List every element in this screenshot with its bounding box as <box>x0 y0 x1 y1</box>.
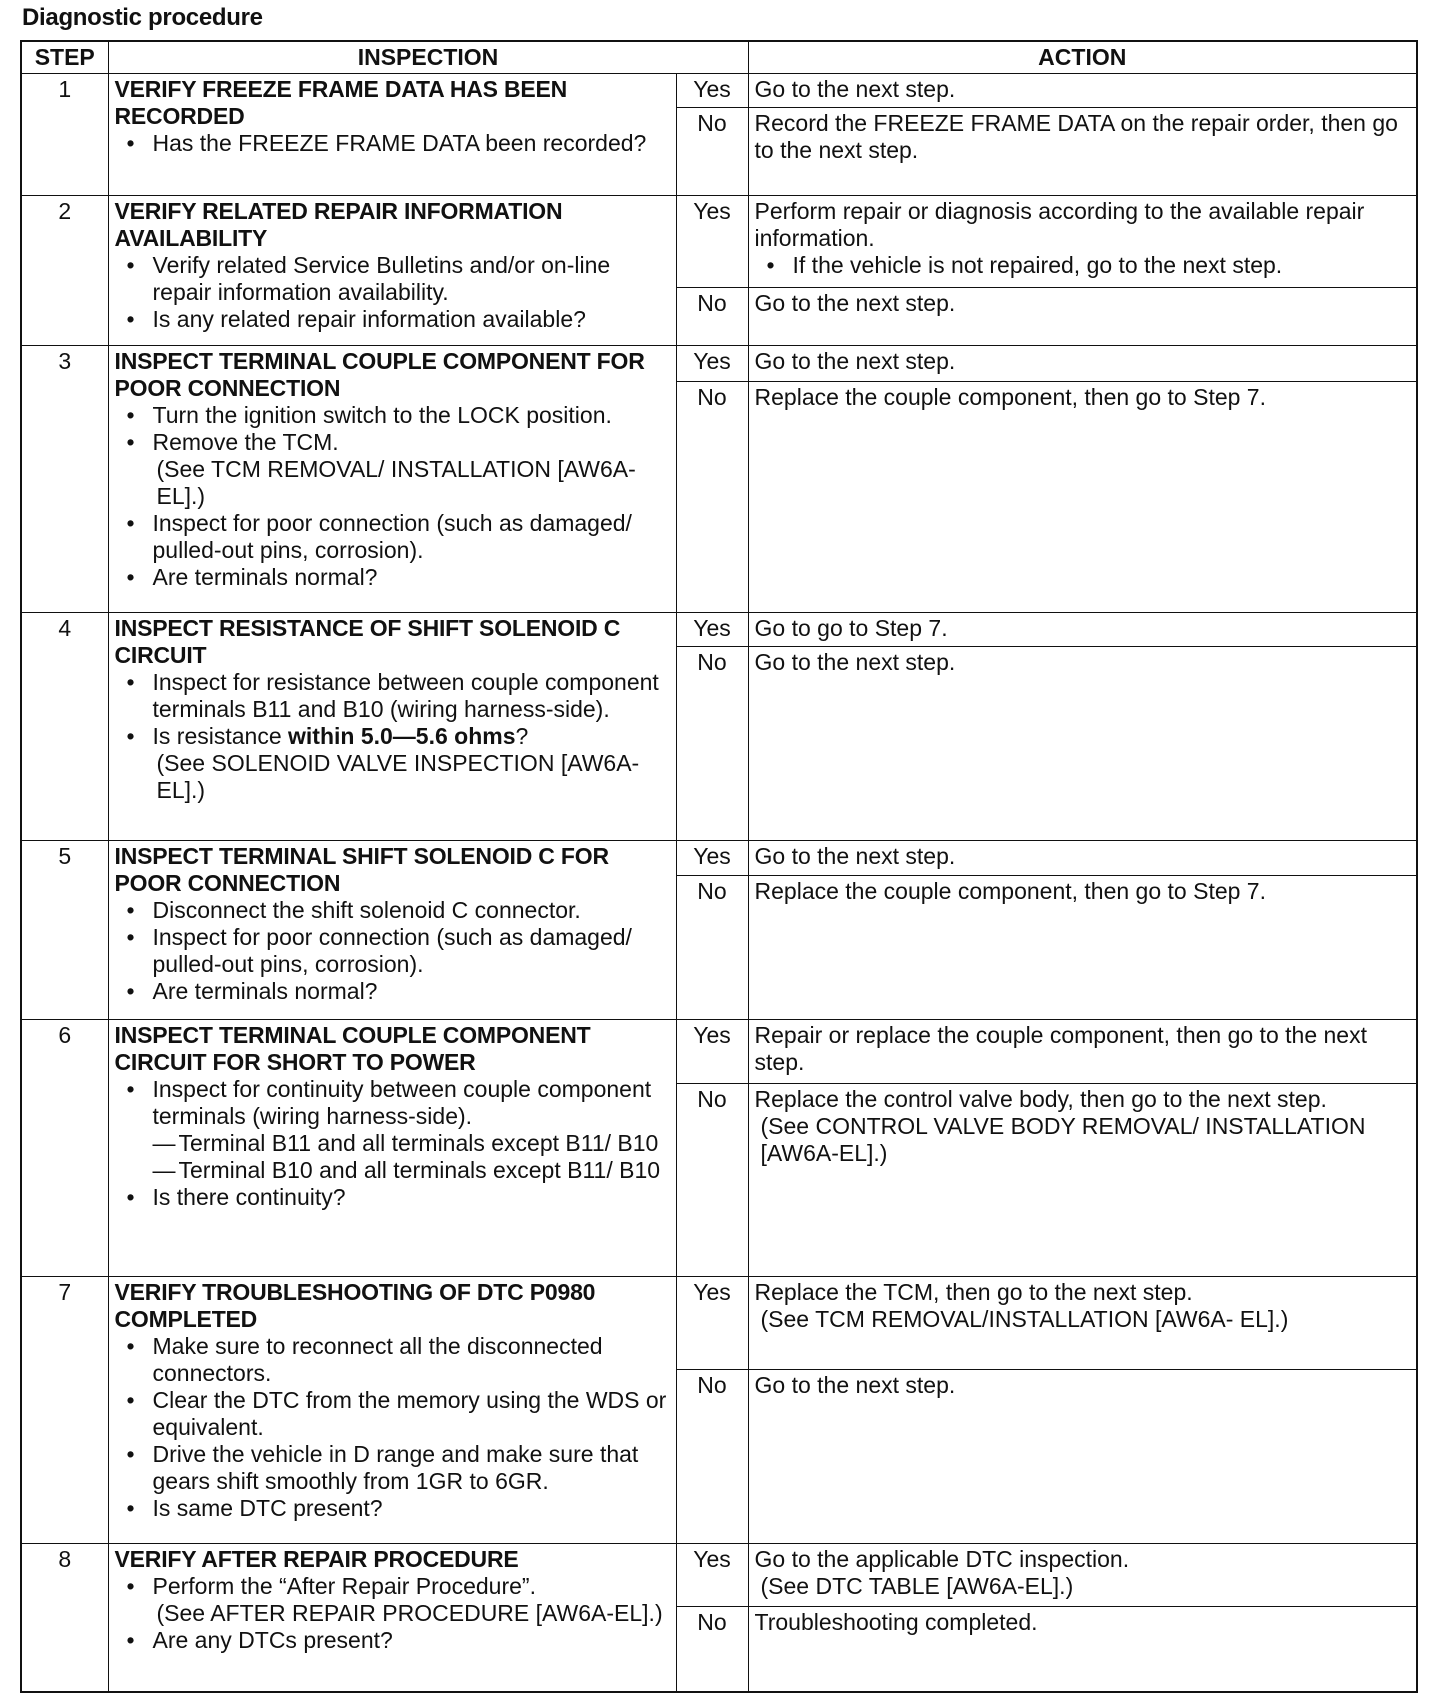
inspection-list <box>115 1076 670 1211</box>
inspection-title: VERIFY AFTER REPAIR PROCEDURE <box>114 1545 519 1572</box>
reference-link: (See SOLENOID VALVE INSPECTION [AW6A-EL].) <box>156 749 640 803</box>
step-row-8-yes <box>21 1543 1417 1606</box>
inspection-item <box>115 1573 670 1627</box>
inspection-item-text: Make sure to reconnect all the disconnected connectors. <box>152 1333 603 1387</box>
inspection-item <box>115 1441 670 1495</box>
yes-action-text: Go to the applicable DTC inspection. <box>754 1545 1130 1572</box>
step-number: 7 <box>21 1277 108 1544</box>
step-number: 2 <box>21 195 108 346</box>
yes-action <box>748 1277 1417 1370</box>
inspection-item-text: Clear the DTC from the memory using the WDS or equivalent. <box>152 1387 667 1441</box>
inspection-item-text: Inspect for continuity between couple component terminals (wiring harness-side). <box>152 1076 652 1130</box>
inspection-title: INSPECT TERMINAL COUPLE COMPONENT CIRCUIT FOR SHORT TO POWER <box>114 1022 591 1076</box>
no-action <box>748 1607 1417 1692</box>
inspection-item <box>115 1627 670 1654</box>
no-action-text: Replace the control valve body, then go to the next step. <box>754 1085 1327 1112</box>
inspection-item <box>115 510 670 564</box>
inspection-title: VERIFY FREEZE FRAME DATA HAS BEEN RECORDED <box>114 76 568 129</box>
inspection-list <box>115 402 670 591</box>
inspection-item-text: Are terminals normal? <box>152 564 378 591</box>
step-row-6-yes <box>21 1020 1417 1083</box>
yes-action-text: Go to the next step. <box>754 76 956 102</box>
yes-action-text: Replace the TCM, then go to the next step. <box>754 1279 1193 1306</box>
yes-label: Yes <box>676 840 748 875</box>
inspection-subitem: — Terminal B11 and all terminals except B11/ B10 <box>153 1130 670 1157</box>
reference-link: (See CONTROL VALVE BODY REMOVAL/ INSTALLATION [AW6A-EL].) <box>760 1112 1366 1166</box>
yes-label: Yes <box>676 346 748 382</box>
no-action-text: Go to the next step. <box>754 1372 956 1399</box>
step-number: 8 <box>21 1543 108 1692</box>
inspection-item <box>115 402 670 429</box>
inspection-item <box>115 723 670 804</box>
yes-label: Yes <box>676 1020 748 1083</box>
step-row-4-yes <box>21 612 1417 646</box>
yes-label: Yes <box>676 1277 748 1370</box>
yes-label: Yes <box>676 195 748 287</box>
inspection-cell <box>108 612 676 840</box>
step-row-3-yes <box>21 346 1417 382</box>
inspection-item <box>115 1387 670 1441</box>
inspection-title: INSPECT TERMINAL SHIFT SOLENOID C FOR POOR CONNECTION <box>114 842 609 896</box>
inspection-title: INSPECT TERMINAL COUPLE COMPONENT FOR POOR CONNECTION <box>114 348 645 402</box>
inspection-item <box>115 978 670 1005</box>
inspection-item-text: Is same DTC present? <box>152 1495 383 1522</box>
inspection-item-text: Are terminals normal? <box>152 977 378 1004</box>
no-label: No <box>676 287 748 345</box>
no-label: No <box>676 1083 748 1277</box>
no-action-text: Replace the couple component, then go to Step 7. <box>754 878 1266 905</box>
yes-label: Yes <box>676 74 748 108</box>
step-number: 4 <box>21 612 108 840</box>
inspection-list <box>115 1333 670 1522</box>
inspection-cell <box>108 840 676 1020</box>
yes-action <box>748 195 1417 287</box>
no-action <box>748 647 1417 841</box>
step-number: 5 <box>21 840 108 1020</box>
yes-action-text: Go to the next step. <box>754 842 956 869</box>
yes-action-item: • If the vehicle is not repaired, go to the next step. <box>755 252 1411 279</box>
header-row <box>21 41 1417 74</box>
inspection-item-spec: within 5.0—5.6 ohms <box>288 722 516 749</box>
inspection-item <box>115 1076 670 1184</box>
no-action-text: Troubleshooting completed. <box>754 1609 1038 1636</box>
inspection-item <box>115 130 670 157</box>
inspection-item-text: Disconnect the shift solenoid C connector. <box>152 896 581 923</box>
no-action <box>748 1370 1417 1544</box>
yes-action <box>748 74 1417 108</box>
inspection-item <box>115 1495 670 1522</box>
step-row-5-yes <box>21 840 1417 875</box>
header-action: ACTION <box>748 41 1417 74</box>
step-row-1-yes <box>21 74 1417 108</box>
inspection-item-text: Perform the “After Repair Procedure”. <box>152 1572 536 1599</box>
inspection-item-text: Turn the ignition switch to the LOCK position. <box>152 402 612 429</box>
step-number: 1 <box>21 74 108 196</box>
inspection-item-text: Inspect for poor connection (such as damaged/ pulled-out pins, corrosion). <box>152 923 632 977</box>
inspection-item-text: Remove the TCM. <box>152 429 339 456</box>
no-action <box>748 381 1417 612</box>
step-row-7-yes <box>21 1277 1417 1370</box>
no-action-text: Record the FREEZE FRAME DATA on the repair order, then go to the next step. <box>754 110 1398 164</box>
yes-action-text: Go to the next step. <box>754 348 956 375</box>
inspection-item <box>115 252 670 306</box>
no-action-text: Go to the next step. <box>754 289 956 316</box>
inspection-cell <box>108 195 676 346</box>
inspection-cell <box>108 346 676 613</box>
header-step: STEP <box>21 41 108 74</box>
inspection-title: INSPECT RESISTANCE OF SHIFT SOLENOID C CIRCUIT <box>114 614 621 668</box>
inspection-item-text: Inspect for poor connection (such as damaged/ pulled-out pins, corrosion). <box>152 510 632 564</box>
inspection-item-text: Are any DTCs present? <box>152 1626 393 1653</box>
no-action <box>748 1083 1417 1277</box>
inspection-subitem: — Terminal B10 and all terminals except B11/ B10 <box>153 1157 670 1184</box>
yes-action-list <box>755 252 1411 279</box>
yes-action-text: Go to go to Step 7. <box>754 614 948 641</box>
step-number: 3 <box>21 346 108 613</box>
inspection-item <box>115 1333 670 1387</box>
inspection-cell <box>108 1020 676 1277</box>
inspection-item <box>115 306 670 333</box>
inspection-item-text: Is there continuity? <box>152 1184 346 1211</box>
yes-action-text: Repair or replace the couple component, then go to the next step. <box>754 1022 1367 1076</box>
reference-link: (See AFTER REPAIR PROCEDURE [AW6A-EL].) <box>156 1599 663 1626</box>
no-label: No <box>676 1370 748 1544</box>
yes-action <box>748 1543 1417 1606</box>
no-label: No <box>676 647 748 841</box>
inspection-item <box>115 564 670 591</box>
no-action <box>748 876 1417 1020</box>
no-action <box>748 108 1417 195</box>
no-label: No <box>676 381 748 612</box>
no-action-text: Go to the next step. <box>754 649 956 676</box>
reference-link: (See TCM REMOVAL/ INSTALLATION [AW6A-EL].) <box>156 456 636 510</box>
inspection-list <box>115 1573 670 1654</box>
inspection-list <box>115 130 670 157</box>
inspection-item-text: Verify related Service Bulletins and/or on-line repair information availability. <box>152 251 611 305</box>
inspection-title: VERIFY RELATED REPAIR INFORMATION AVAILABILITY <box>114 197 563 251</box>
yes-label: Yes <box>676 612 748 646</box>
no-label: No <box>676 1607 748 1692</box>
inspection-cell <box>108 1543 676 1692</box>
inspection-item <box>115 897 670 924</box>
inspection-item-post: ? <box>515 722 529 749</box>
inspection-item-text: Drive the vehicle in D range and make sure that gears shift smoothly from 1GR to 6GR. <box>152 1441 639 1495</box>
inspection-item <box>115 924 670 978</box>
yes-action-text: Perform repair or diagnosis according to the available repair information. <box>754 197 1365 251</box>
inspection-cell <box>108 74 676 196</box>
step-row-2-yes <box>21 195 1417 287</box>
inspection-item-pre: Is resistance <box>152 722 288 749</box>
no-action-text: Replace the couple component, then go to Step 7. <box>754 383 1266 410</box>
yes-action <box>748 612 1417 646</box>
yes-label: Yes <box>676 1543 748 1606</box>
inspection-title: VERIFY TROUBLESHOOTING OF DTC P0980 COMPLETED <box>114 1279 596 1333</box>
inspection-item-text: Inspect for resistance between couple component terminals B11 and B10 (wiring harness-side). <box>152 668 659 722</box>
inspection-item <box>115 1184 670 1211</box>
yes-action <box>748 346 1417 382</box>
step-number: 6 <box>21 1020 108 1277</box>
inspection-list <box>115 252 670 333</box>
inspection-item <box>115 669 670 723</box>
reference-link: (See DTC TABLE [AW6A-EL].) <box>760 1572 1074 1599</box>
no-label: No <box>676 108 748 195</box>
inspection-item-text: Has the FREEZE FRAME DATA been recorded? <box>152 130 647 156</box>
inspection-item <box>115 429 670 510</box>
no-label: No <box>676 876 748 1020</box>
inspection-list <box>115 669 670 804</box>
diagnostic-table <box>20 40 1418 1693</box>
no-action <box>748 287 1417 345</box>
inspection-list <box>115 897 670 1005</box>
yes-action <box>748 1020 1417 1083</box>
inspection-item-text: Is any related repair information available? <box>152 305 586 332</box>
header-inspection: INSPECTION <box>108 41 748 74</box>
reference-link: (See TCM REMOVAL/INSTALLATION [AW6A- EL].) <box>760 1306 1289 1333</box>
inspection-cell <box>108 1277 676 1544</box>
page-title: Diagnostic procedure <box>22 4 263 31</box>
yes-action <box>748 840 1417 875</box>
